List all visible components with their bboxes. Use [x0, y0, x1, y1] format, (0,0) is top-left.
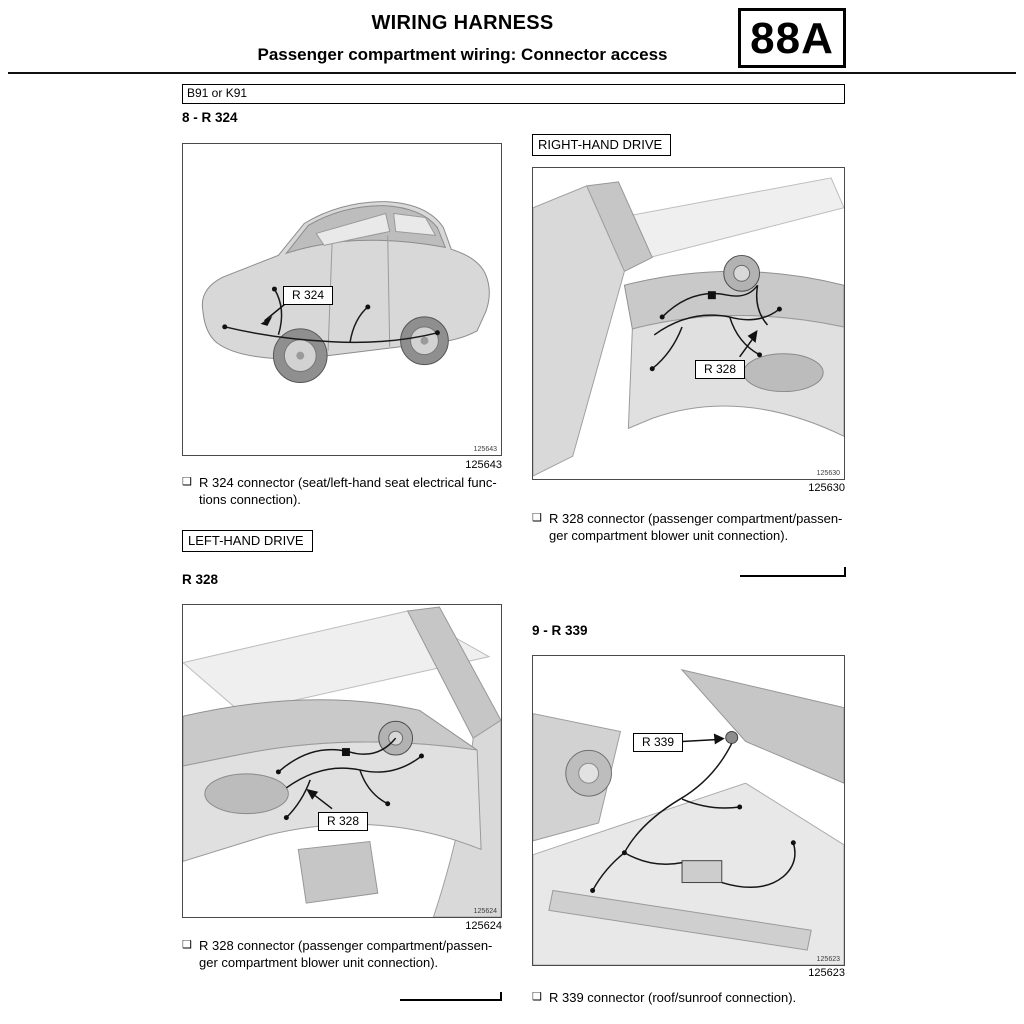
control-unit — [682, 861, 722, 883]
roof-grommet — [726, 732, 738, 744]
bullet-square-icon: ❑ — [182, 939, 192, 951]
bullet-square-icon: ❑ — [182, 476, 192, 488]
caption-r339 — [532, 989, 850, 1006]
bullet-square-icon: ❑ — [532, 991, 542, 1003]
figure-number: 125643 — [465, 459, 502, 471]
caption-r328-rhd — [532, 510, 850, 544]
section-end-mark — [400, 992, 502, 1001]
bullet-square-icon: ❑ — [532, 512, 542, 524]
figure-r328-lhd — [182, 604, 502, 918]
interior-floor-illustration — [533, 656, 844, 965]
figure-r328-rhd — [532, 167, 845, 480]
dashboard-lhd-illustration — [183, 605, 501, 917]
callout-arrow — [682, 733, 725, 744]
caption-line: ger compartment blower unit connection). — [549, 528, 789, 544]
section-code-box: 88A — [738, 8, 846, 68]
page-title: WIRING HARNESS — [371, 12, 554, 34]
figure-r324 — [182, 143, 502, 456]
figure-number: 125624 — [465, 920, 502, 932]
section-end-mark — [740, 567, 846, 577]
connector-label: R 328 — [318, 812, 368, 831]
connector-label: R 328 — [695, 360, 745, 379]
connector-label: R 324 — [283, 286, 333, 305]
figure-number: 125630 — [808, 482, 845, 494]
connector-label: R 339 — [633, 733, 683, 752]
section-heading-8: 8 - R 324 — [182, 110, 238, 125]
figure-number-inside: 125624 — [473, 908, 497, 915]
header-rule — [8, 72, 1016, 74]
car-rear-three-quarter-illustration — [183, 144, 501, 455]
figure-number-inside: 125643 — [473, 446, 497, 453]
front-wheel — [401, 317, 449, 365]
model-code-box — [182, 84, 845, 104]
page-subtitle: Passenger compartment wiring: Connector access — [257, 45, 668, 64]
lhd-drive-label: LEFT-HAND DRIVE — [182, 530, 313, 552]
model-code: B91 or K91 — [187, 86, 248, 100]
figure-number: 125623 — [808, 967, 845, 979]
heading-r328-lhd: R 328 — [182, 572, 219, 587]
figure-number-inside: 125630 — [816, 470, 840, 477]
caption-line: R 328 connector (passenger compartment/passen- — [199, 938, 493, 953]
caption-line: R 339 connector (roof/sunroof connection). — [549, 990, 797, 1005]
caption-r328-lhd — [182, 937, 506, 971]
caption-r324 — [182, 474, 506, 508]
figure-number-inside: 125623 — [816, 956, 840, 963]
section-heading-9: 9 - R 339 — [532, 623, 588, 638]
dashboard-rhd-illustration — [533, 168, 844, 479]
caption-line: ger compartment blower unit connection). — [199, 955, 439, 971]
caption-line: R 324 connector (seat/left-hand seat electrical func- — [199, 475, 497, 490]
figure-r339 — [532, 655, 845, 966]
rhd-drive-label: RIGHT-HAND DRIVE — [532, 134, 671, 156]
caption-line: R 328 connector (passenger compartment/passen- — [549, 511, 843, 526]
caption-line: tions connection). — [199, 492, 301, 508]
